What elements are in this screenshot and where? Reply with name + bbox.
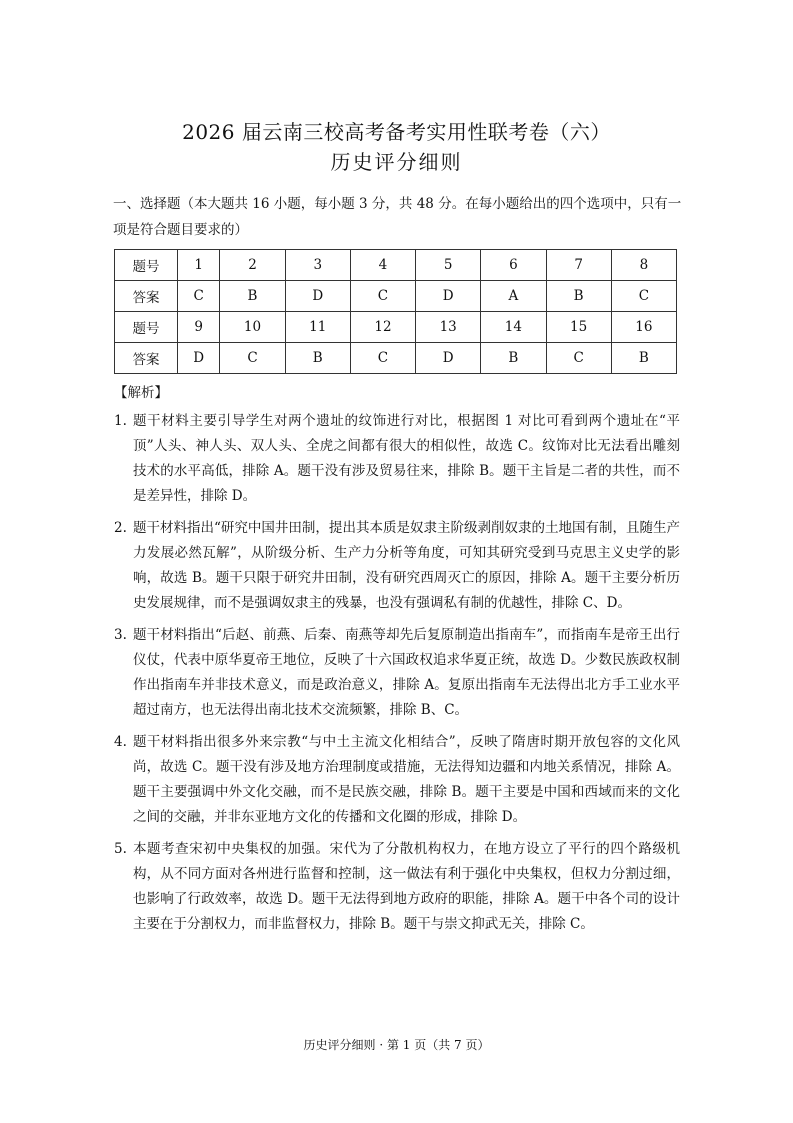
- table-cell: C: [178, 281, 220, 312]
- table-cell: A: [481, 281, 546, 312]
- table-row: [115, 250, 677, 281]
- table-row: [115, 281, 677, 312]
- document-title: 2026 届云南三校高考备考实用性联考卷（六）: [182, 120, 611, 144]
- item-number: 1.: [114, 413, 127, 429]
- table-row-header: 答案: [115, 343, 178, 374]
- item-number: 4.: [114, 734, 127, 750]
- table-cell: 4: [350, 250, 415, 281]
- table-cell: B: [611, 343, 676, 374]
- table-cell: 8: [611, 250, 676, 281]
- table-cell: 3: [285, 250, 350, 281]
- table-cell: B: [285, 343, 350, 374]
- table-cell: C: [350, 343, 415, 374]
- table-cell: 9: [178, 312, 220, 343]
- table-cell: 1: [178, 250, 220, 281]
- item-text: 题干材料指出“研究中国井田制，提出其本质是奴隶主阶级剥削奴隶的土地国有制，且随生产力发展必然瓦解”，从阶级分析、生产力分析等角度，可知其研究受到马克思主义史学的影响，故选 B。题干只限于研究井田制，没有研究西周灭亡的原因，排除 A。题干主要分析历史发展规律，而不是强调奴隶主的残暴，也没有强调私有制的优越性，排除 C、D。: [133, 520, 680, 611]
- table-cell: 15: [546, 312, 611, 343]
- table-cell: C: [611, 281, 676, 312]
- table-cell: B: [546, 281, 611, 312]
- analysis-item: [114, 623, 680, 723]
- item-number: 5.: [114, 841, 127, 857]
- analysis-item: [114, 837, 680, 937]
- table-cell: 5: [416, 250, 481, 281]
- table-row-header: 题号: [115, 312, 178, 343]
- table-cell: 6: [481, 250, 546, 281]
- table-cell: C: [546, 343, 611, 374]
- analysis-item: [114, 730, 680, 830]
- table-cell: 12: [350, 312, 415, 343]
- analysis-item: [114, 409, 680, 509]
- section-heading: 一、选择题（本大题共 16 小题，每小题 3 分，共 48 分。在每小题给出的四个选项中，只有一项是符合题目要求的）: [113, 196, 682, 238]
- item-text: 本题考查宋初中央集权的加强。宋代为了分散机构权力，在地方设立了平行的四个路级机构，从不同方面对各州进行监督和控制，这一做法有利于强化中央集权，但权力分割过细，也影响了行政效率，故选 D。题干无法得到地方政府的职能，排除 A。题干中各个司的设计主要在于分割权力，而非监督权力，排除 B。题干与崇文抑武无关，排除 C。: [133, 841, 680, 932]
- table-cell: 16: [611, 312, 676, 343]
- table-cell: 13: [416, 312, 481, 343]
- item-text: 题干材料指出“后赵、前燕、后秦、南燕等却先后复原制造出指南车”，而指南车是帝王出行仪仗，代表中原华夏帝王地位，反映了十六国政权追求华夏正统，故选 D。少数民族政权制作出指南车并非技术意义，而是政治意义，排除 A。复原出指南车无法得出北方手工业水平超过南方，也无法得出南北技术交流频繁，排除 B、C。: [133, 627, 680, 718]
- table-cell: D: [416, 343, 481, 374]
- table-cell: C: [350, 281, 415, 312]
- item-number: 2.: [114, 520, 127, 536]
- table-cell: C: [220, 343, 285, 374]
- analysis-item: [114, 516, 680, 616]
- analysis-label: 【解析】: [114, 385, 168, 401]
- analysis-list: [114, 409, 680, 944]
- page-footer: 历史评分细则 · 第 1 页（共 7 页）: [303, 1038, 490, 1052]
- item-text: 题干材料主要引导学生对两个遗址的纹饰进行对比，根据图 1 对比可看到两个遗址在“平顶”人头、神人头、双人头、全虎之间都有很大的相似性，故选 C。纹饰对比无法看出雕刻技术的水平高低，排除 A。题干没有涉及贸易往来，排除 B。题干主旨是二者的共性，而不是差异性，排除 D。: [133, 413, 680, 504]
- table-cell: D: [416, 281, 481, 312]
- table-cell: D: [178, 343, 220, 374]
- table-cell: 2: [220, 250, 285, 281]
- table-row: [115, 343, 677, 374]
- table-cell: 7: [546, 250, 611, 281]
- table-cell: D: [285, 281, 350, 312]
- table-row: [115, 312, 677, 343]
- table-cell: B: [220, 281, 285, 312]
- document-subtitle: 历史评分细则: [330, 150, 463, 174]
- item-number: 3.: [114, 627, 127, 643]
- answer-table: [114, 249, 677, 374]
- table-cell: 14: [481, 312, 546, 343]
- table-row-header: 题号: [115, 250, 178, 281]
- table-cell: B: [481, 343, 546, 374]
- item-text: 题干材料指出很多外来宗教“与中土主流文化相结合”，反映了隋唐时期开放包容的文化风尚，故选 C。题干没有涉及地方治理制度或措施，无法得知边疆和内地关系情况，排除 A。题干主要强调中外文化交融，而不是民族交融，排除 B。题干主要是中国和西域而来的文化之间的交融，并非东亚地方文化的传播和文化圈的形成，排除 D。: [133, 734, 680, 825]
- table-cell: 10: [220, 312, 285, 343]
- table-row-header: 答案: [115, 281, 178, 312]
- table-cell: 11: [285, 312, 350, 343]
